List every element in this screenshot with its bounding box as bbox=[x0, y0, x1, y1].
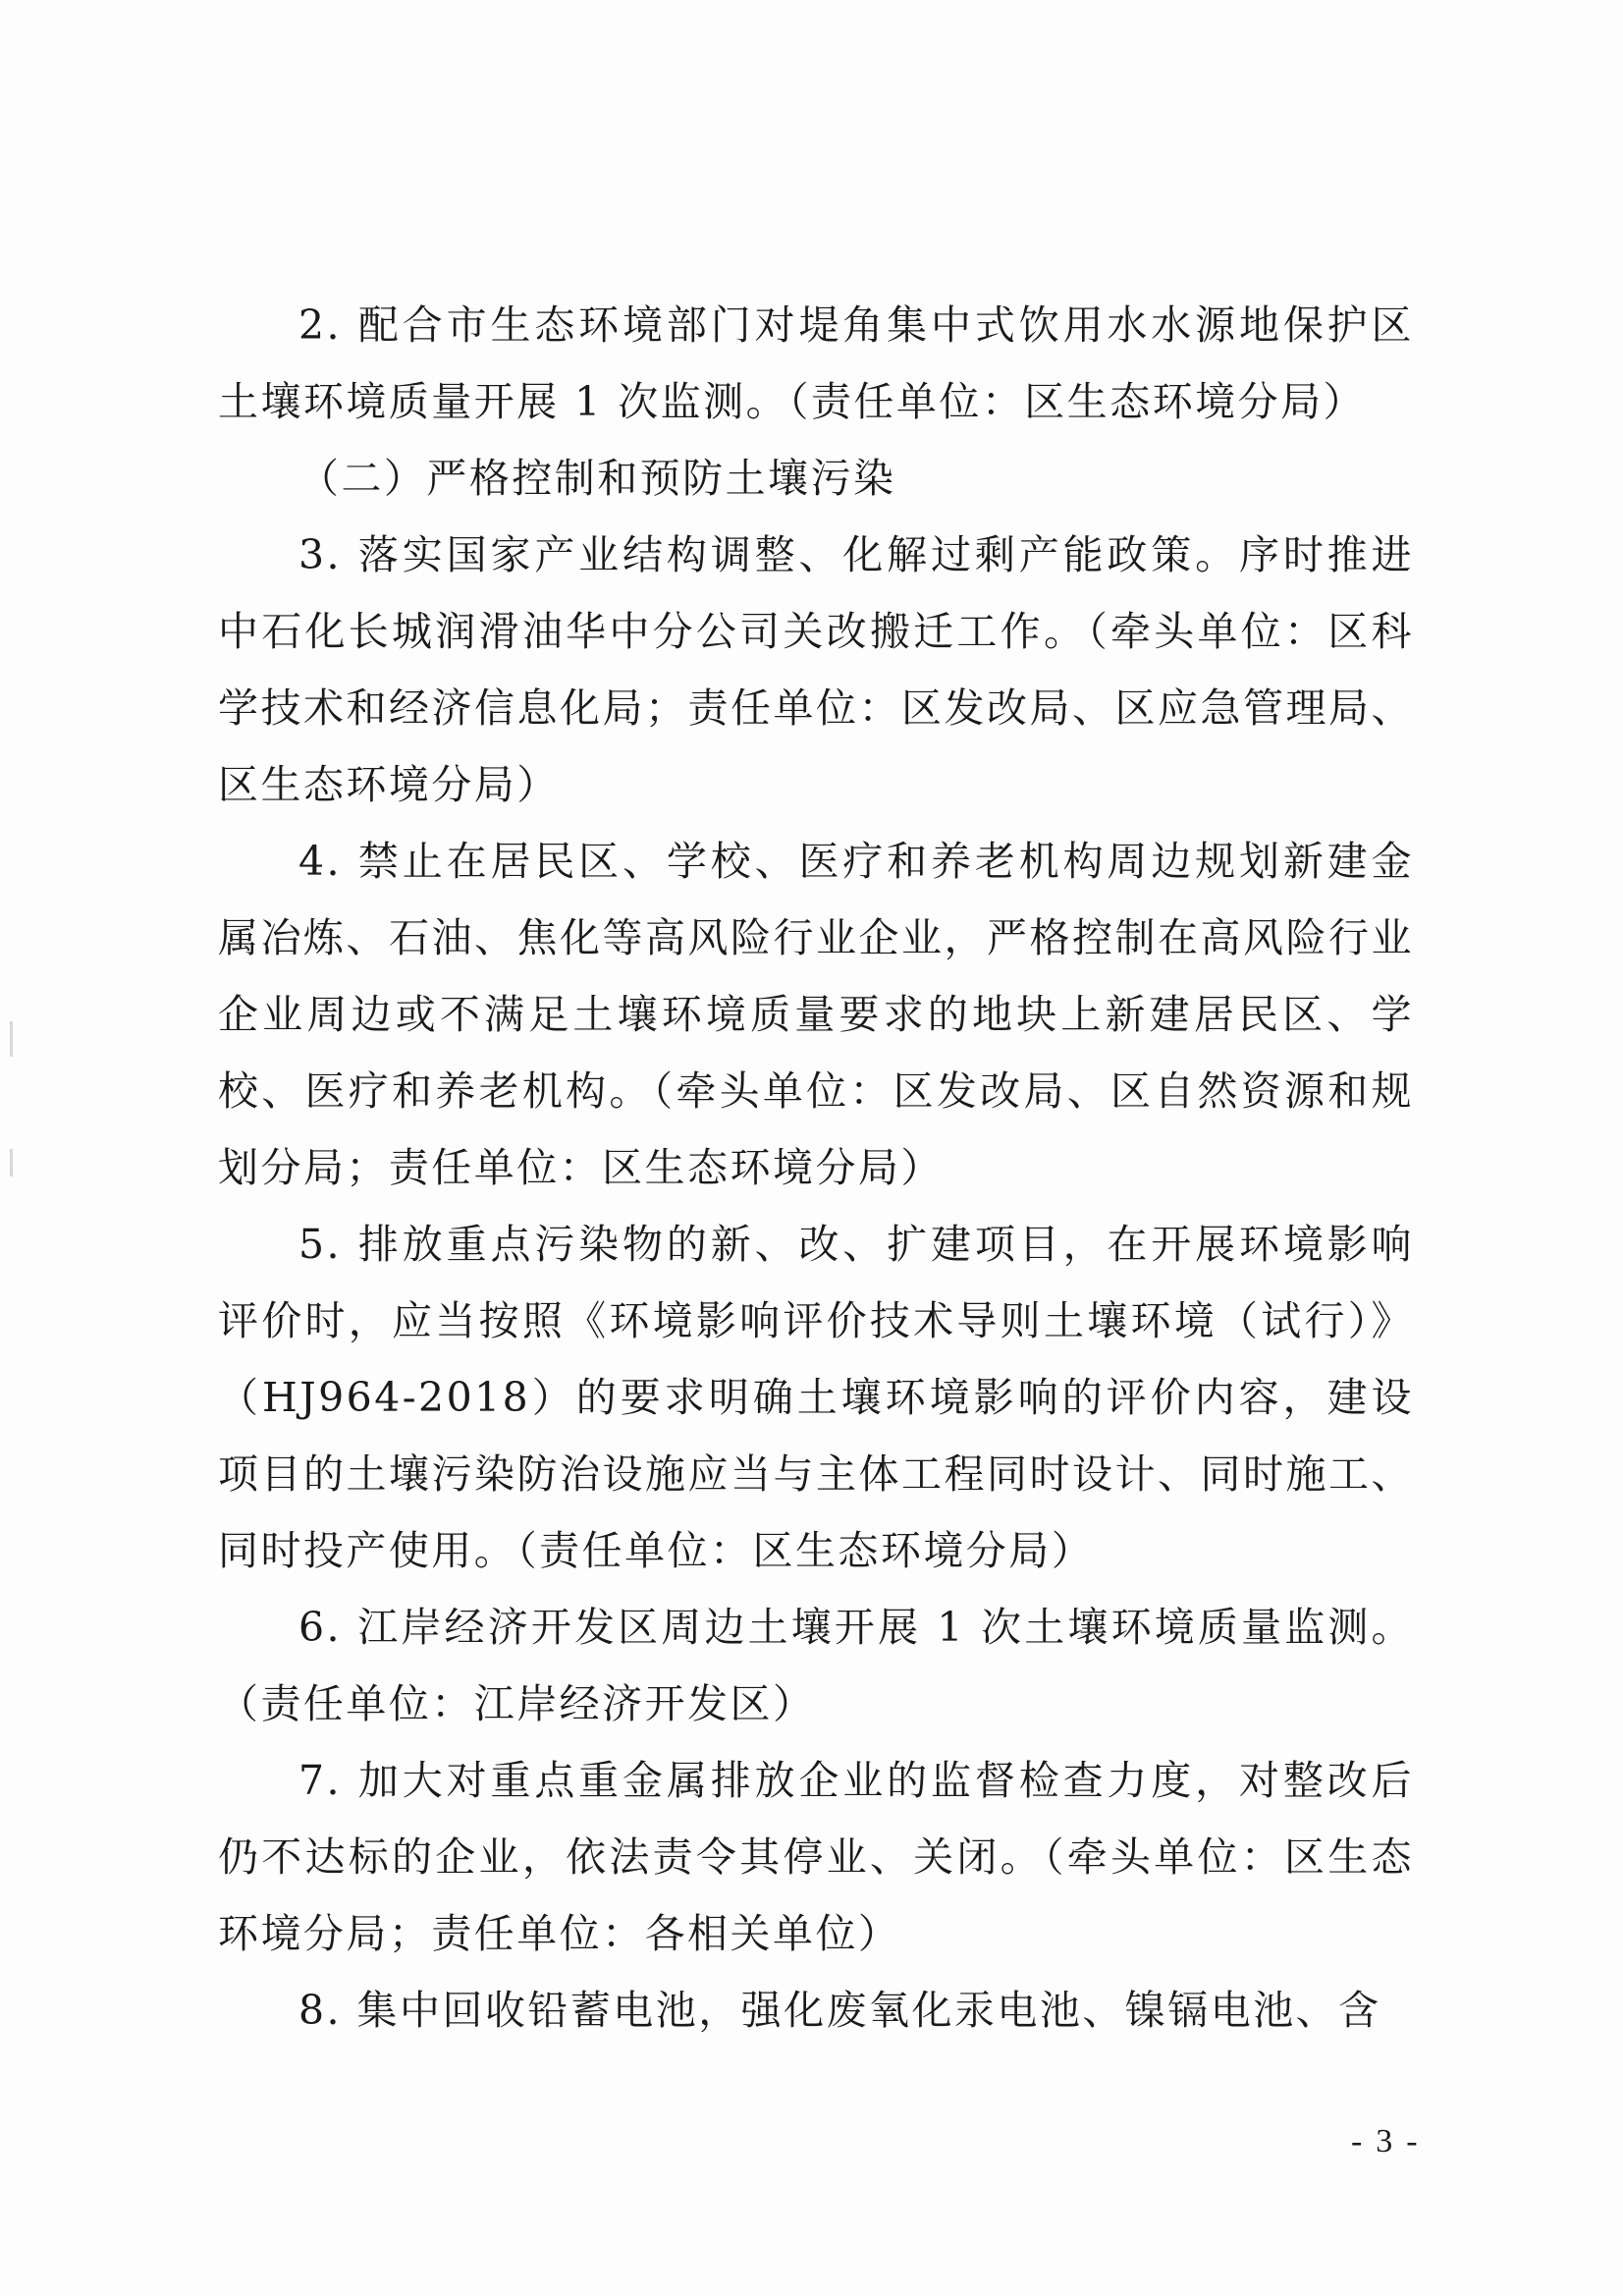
paragraph-item-7: 7. 加大对重点重金属排放企业的监督检查力度，对整改后仍不达标的企业，依法责令其停业、关闭。（牵头单位：区生态环境分局；责任单位：各相关单位） bbox=[218, 1757, 1414, 1957]
paragraph-item-8: 8. 集中回收铅蓄电池，强化废氧化汞电池、镍镉电池、含 bbox=[298, 1987, 1381, 2034]
paragraph-item-3: 3. 落实国家产业结构调整、化解过剩产能政策。序时推进中石化长城润滑油华中分公司关改搬迁工作。（牵头单位：区科学技术和经济信息化局；责任单位：区发改局、区应急管理局、区生态环境分局） bbox=[218, 531, 1414, 808]
page-number: - 3 - bbox=[1351, 2123, 1421, 2159]
paragraph-item-4: 4. 禁止在居民区、学校、医疗和养老机构周边规划新建金属冶炼、石油、焦化等高风险行业企业，严格控制在高风险行业企业周边或不满足土壤环境质量要求的地块上新建居民区、学校、医疗和养老机构。（牵头单位：区发改局、区自然资源和规划分局；责任单位：区生态环境分局） bbox=[218, 838, 1414, 1191]
scan-edge-mark bbox=[10, 1149, 13, 1176]
document-body bbox=[218, 287, 1414, 2049]
paragraph-item-6: 6. 江岸经济开发区周边土壤开展 1 次土壤环境质量监测。（责任单位：江岸经济开发区） bbox=[218, 1604, 1414, 1727]
section-heading-2: （二）严格控制和预防土壤污染 bbox=[298, 455, 896, 502]
scan-edge-mark bbox=[10, 1021, 13, 1057]
paragraph-item-2: 2. 配合市生态环境部门对堤角集中式饮用水水源地保护区土壤环境质量开展 1 次监测。（责任单位：区生态环境分局） bbox=[218, 301, 1414, 425]
paragraph-item-5: 5. 排放重点污染物的新、改、扩建项目，在开展环境影响评价时，应当按照《环境影响评价技术导则土壤环境（试行）》（HJ964-2018）的要求明确土壤环境影响的评价内容，建设项目的土壤污染防治设施应当与主体工程同时设计、同时施工、同时投产使用。（责任单位：区生态环境分局） bbox=[218, 1221, 1414, 1574]
